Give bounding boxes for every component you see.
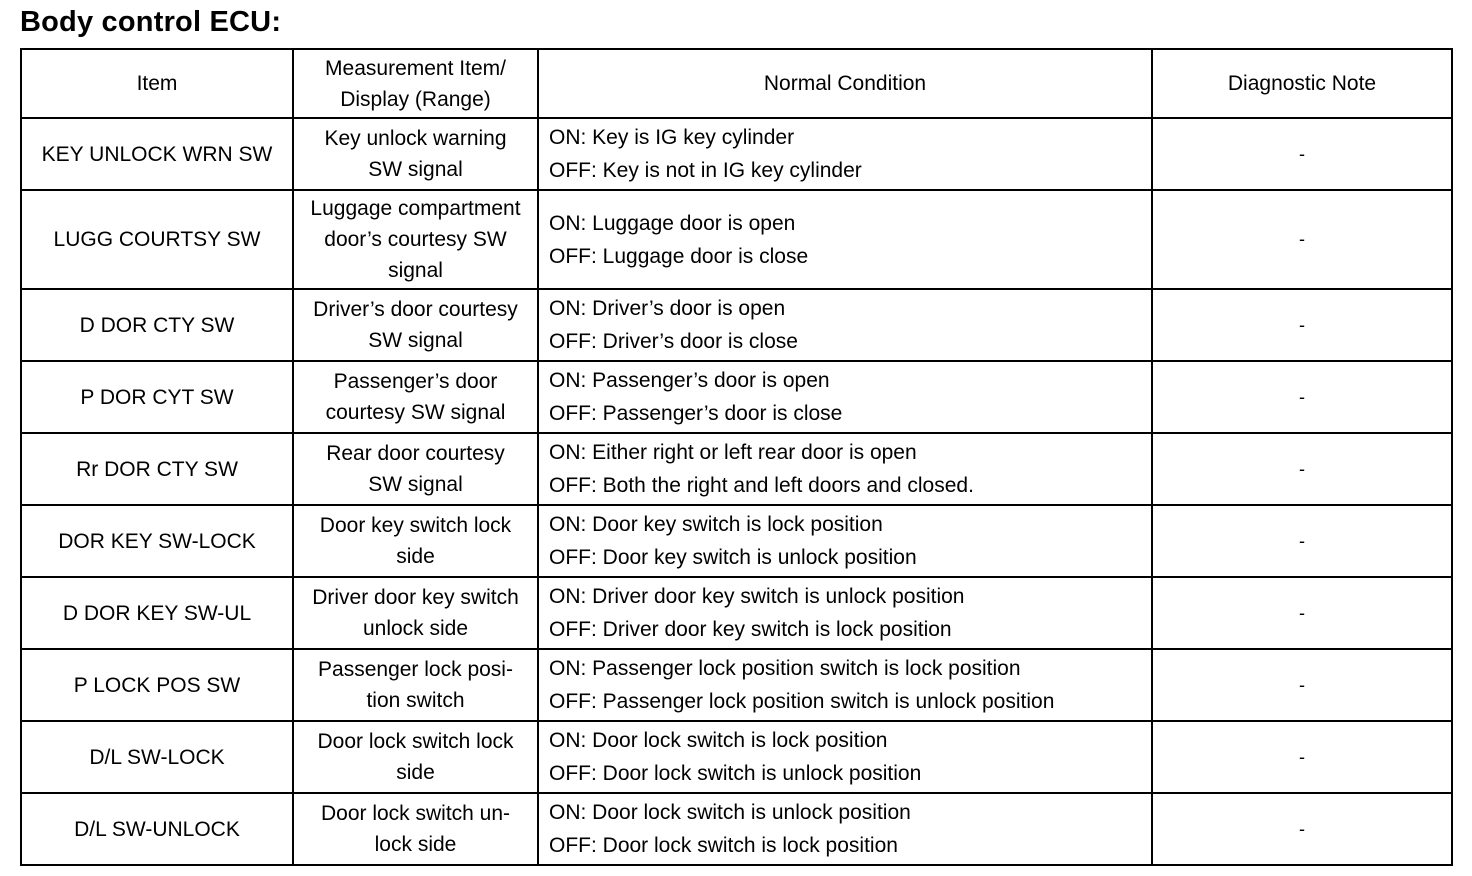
cell-normal-condition (538, 649, 1152, 721)
data-list-table (20, 48, 1453, 866)
condition-off-text: OFF: Door lock switch is unlock position (549, 762, 922, 785)
cell-diagnostic-note: - (1152, 190, 1452, 289)
condition-on-text: ON: Door lock switch is lock position (549, 729, 888, 752)
measurement-line: Luggage compartment (310, 197, 521, 220)
cell-item: Rr DOR CTY SW (21, 433, 293, 505)
cell-measurement (293, 289, 538, 361)
cell-item: KEY UNLOCK WRN SW (21, 118, 293, 190)
cell-normal-condition (538, 289, 1152, 361)
condition-on-text: ON: Passenger’s door is open (549, 369, 830, 392)
table-header-row (21, 49, 1452, 118)
cell-measurement (293, 649, 538, 721)
cell-diagnostic-note: - (1152, 505, 1452, 577)
measurement-line: Door lock switch un- (320, 802, 511, 825)
measurement-line: courtesy SW signal (325, 401, 506, 424)
cell-measurement (293, 118, 538, 190)
condition-off-text: OFF: Door key switch is unlock position (549, 546, 917, 569)
cell-measurement (293, 433, 538, 505)
cell-normal-condition (538, 505, 1152, 577)
measurement-line: Door lock switch lock (317, 730, 514, 753)
table-row (21, 721, 1452, 793)
cell-normal-condition (538, 721, 1152, 793)
cell-diagnostic-note: - (1152, 577, 1452, 649)
table-row (21, 793, 1452, 865)
header-measurement-line2: Display (Range) (340, 87, 491, 111)
condition-on-text: ON: Luggage door is open (549, 211, 796, 235)
measurement-line: Driver’s door courtesy (313, 298, 518, 321)
condition-on-text: ON: Key is IG key cylinder (549, 126, 795, 149)
table-body (21, 118, 1452, 865)
measurement-line: Passenger’s door (333, 370, 498, 393)
header-measurement-line1: Measurement Item/ (325, 56, 506, 80)
cell-item: D DOR CTY SW (21, 289, 293, 361)
cell-item: LUGG COURTSY SW (21, 190, 293, 289)
cell-measurement (293, 505, 538, 577)
condition-off-text: OFF: Key is not in IG key cylinder (549, 159, 862, 182)
cell-measurement (293, 793, 538, 865)
header-diagnostic-note: Diagnostic Note (1152, 49, 1452, 118)
measurement-line: side (396, 545, 435, 568)
condition-on-text: ON: Either right or left rear door is open (549, 441, 917, 464)
cell-item: D/L SW-LOCK (21, 721, 293, 793)
condition-off-text: OFF: Both the right and left doors and closed. (549, 474, 974, 497)
cell-normal-condition (538, 433, 1152, 505)
cell-measurement (293, 721, 538, 793)
cell-item: P LOCK POS SW (21, 649, 293, 721)
cell-measurement (293, 577, 538, 649)
cell-diagnostic-note: - (1152, 433, 1452, 505)
condition-off-text: OFF: Driver door key switch is lock position (549, 618, 952, 641)
measurement-line: Rear door courtesy (326, 442, 505, 465)
condition-on-text: ON: Driver door key switch is unlock position (549, 585, 965, 608)
header-item: Item (21, 49, 293, 118)
header-normal-condition: Normal Condition (538, 49, 1152, 118)
condition-off-text: OFF: Driver’s door is close (549, 330, 798, 353)
cell-normal-condition (538, 577, 1152, 649)
measurement-line: Key unlock warning (324, 127, 507, 150)
cell-item: DOR KEY SW-LOCK (21, 505, 293, 577)
condition-on-text: ON: Door lock switch is unlock position (549, 801, 911, 824)
table-row (21, 505, 1452, 577)
measurement-line: Driver door key switch (312, 586, 519, 609)
measurement-line: SW signal (368, 158, 463, 181)
cell-measurement (293, 361, 538, 433)
measurement-line: lock side (374, 833, 457, 856)
table-row (21, 361, 1452, 433)
table-row (21, 118, 1452, 190)
condition-on-text: ON: Driver’s door is open (549, 297, 786, 320)
cell-item: P DOR CYT SW (21, 361, 293, 433)
cell-diagnostic-note: - (1152, 361, 1452, 433)
table-row (21, 433, 1452, 505)
measurement-line: unlock side (362, 617, 469, 640)
measurement-line: door’s courtesy SW (324, 228, 507, 251)
condition-on-text: ON: Passenger lock position switch is lock position (549, 657, 1021, 680)
page-title: Body control ECU: (20, 6, 282, 38)
cell-measurement (293, 190, 538, 289)
measurement-line: signal (388, 259, 443, 282)
measurement-line: side (396, 761, 435, 784)
cell-item: D/L SW-UNLOCK (21, 793, 293, 865)
table-row (21, 649, 1452, 721)
cell-normal-condition (538, 190, 1152, 289)
condition-on-text: ON: Door key switch is lock position (549, 513, 883, 536)
cell-normal-condition (538, 793, 1152, 865)
cell-item: D DOR KEY SW-UL (21, 577, 293, 649)
table-row (21, 289, 1452, 361)
measurement-line: SW signal (368, 473, 463, 496)
cell-diagnostic-note: - (1152, 649, 1452, 721)
cell-normal-condition (538, 361, 1152, 433)
condition-off-text: OFF: Luggage door is close (549, 244, 809, 268)
header-measurement-item (293, 49, 538, 118)
condition-off-text: OFF: Door lock switch is lock position (549, 834, 898, 857)
measurement-line: Passenger lock posi- (318, 658, 513, 681)
condition-off-text: OFF: Passenger’s door is close (549, 402, 843, 425)
condition-off-text: OFF: Passenger lock position switch is unlock position (549, 690, 1055, 713)
cell-diagnostic-note: - (1152, 118, 1452, 190)
cell-normal-condition (538, 118, 1152, 190)
cell-diagnostic-note: - (1152, 721, 1452, 793)
measurement-line: SW signal (368, 329, 463, 352)
table-row (21, 577, 1452, 649)
measurement-line: Door key switch lock (319, 514, 512, 537)
table-row (21, 190, 1452, 289)
measurement-line: tion switch (366, 689, 465, 712)
cell-diagnostic-note: - (1152, 289, 1452, 361)
cell-diagnostic-note: - (1152, 793, 1452, 865)
